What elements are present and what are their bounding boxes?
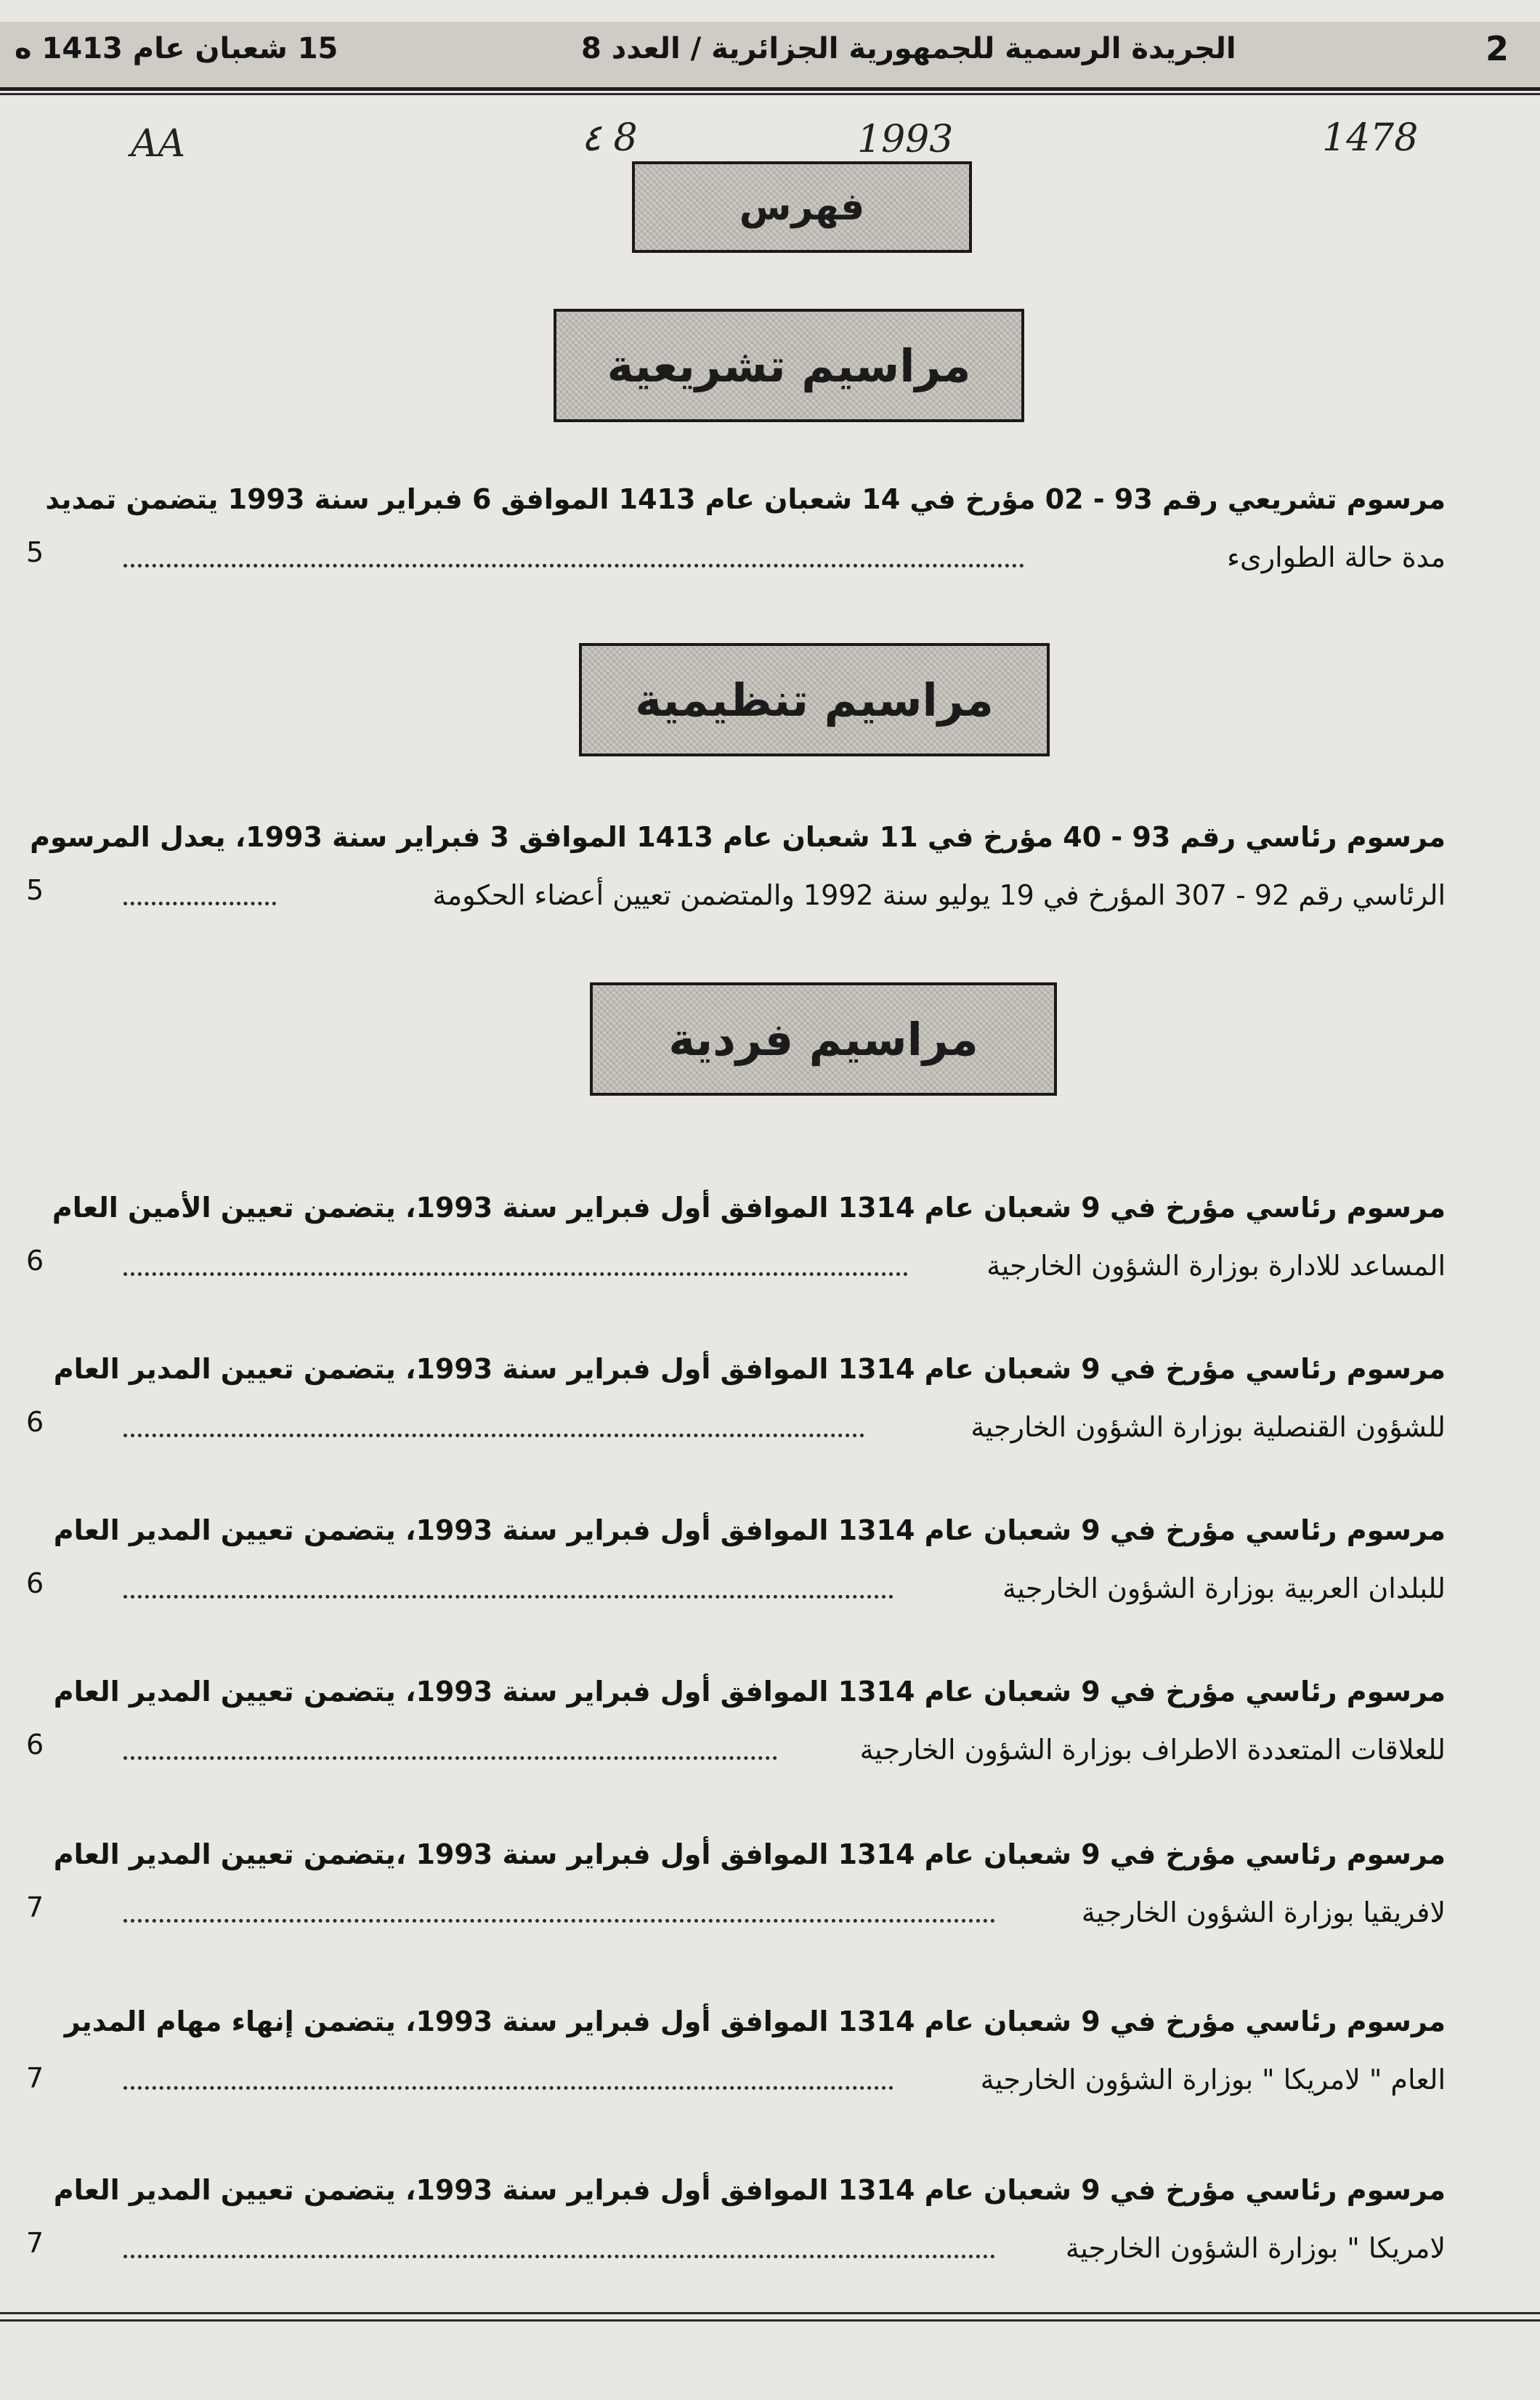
header-date: 15 شعبان عام 1413 ه: [15, 32, 339, 65]
handwritten-note-a: AA: [131, 122, 186, 166]
page-header: [0, 22, 1540, 91]
dot-leader: [123, 2255, 995, 2258]
dot-leader: [123, 2086, 893, 2090]
dot-leader: [123, 1756, 777, 1760]
entry-title-line: مرسوم رئاسي رقم 93 - 40 مؤرخ في 11 شعبان عام 1413 الموافق 3 فبراير سنة 1993، يعدل المرسوم: [30, 821, 1446, 853]
footer-rule-top: [0, 2312, 1540, 2314]
entry-page-number: 5: [26, 874, 44, 906]
dot-leader: [123, 1434, 864, 1437]
entry-title-continuation: مدة حالة الطوارىء: [1227, 541, 1446, 573]
entry-title-line: مرسوم رئاسي مؤرخ في 9 شعبان عام 1314 الموافق أول فبراير سنة 1993، يتضمن تعيين المدير العام: [53, 1353, 1446, 1385]
entry-title-continuation: الرئاسي رقم 92 - 307 المؤرخ في 19 يوليو سنة 1992 والمتضمن تعيين أعضاء الحكومة: [432, 879, 1446, 911]
entry-title-continuation: للشؤون القنصلية بوزارة الشؤون الخارجية: [970, 1411, 1446, 1443]
entry-page-number: 6: [26, 1567, 44, 1599]
entry-page-number: 6: [26, 1245, 44, 1277]
header-page-number: 2: [1486, 29, 1509, 68]
entry-title-line: مرسوم تشريعي رقم 93 - 02 مؤرخ في 14 شعبان عام 1413 الموافق 6 فبراير سنة 1993 يتضمن تمديد: [45, 483, 1446, 515]
entry-title-continuation: للعلاقات المتعددة الاطراف بوزارة الشؤون الخارجية: [859, 1734, 1446, 1766]
entry-title-line: مرسوم رئاسي مؤرخ في 9 شعبان عام 1314 الموافق أول فبراير سنة 1993، يتضمن تعيين الأمين العام: [52, 1192, 1446, 1224]
entry-title-continuation: لافريقيا بوزارة الشؤون الخارجية: [1081, 1896, 1446, 1928]
dot-leader: [123, 1595, 893, 1599]
header-divider: [0, 93, 1540, 95]
section-title-individual-decrees: مراسيم فردية: [590, 982, 1057, 1096]
entry-title-line: مرسوم رئاسي مؤرخ في 9 شعبان عام 1314 الموافق أول فبراير سنة 1993، يتضمن تعيين المدير العام: [53, 1514, 1446, 1546]
dot-leader: [123, 902, 276, 905]
handwritten-note-b: ٤ 8: [581, 116, 638, 160]
entry-title-continuation: لامريكا " بوزارة الشؤون الخارجية: [1065, 2232, 1446, 2264]
header-journal-title: الجريدة الرسمية للجمهورية الجزائرية / العدد 8: [581, 32, 1236, 65]
section-title-legislative-decrees: مراسيم تشريعية: [554, 309, 1024, 422]
entry-title-line: مرسوم رئاسي مؤرخ في 9 شعبان عام 1314 الموافق أول فبراير سنة 1993، يتضمن تعيين المدير العام: [53, 1676, 1446, 1708]
handwritten-note-d: 1478: [1322, 116, 1419, 160]
entry-title-continuation: للبلدان العربية بوزارة الشؤون الخارجية: [1002, 1572, 1446, 1604]
entry-title-line: مرسوم رئاسي مؤرخ في 9 شعبان عام 1314 الموافق أول فبراير سنة 1993، يتضمن تعيين المدير العام: [53, 2174, 1446, 2206]
dot-leader: [123, 1272, 908, 1276]
section-title-regulatory-decrees: مراسيم تنظيمية: [579, 643, 1050, 756]
entry-page-number: 7: [26, 2227, 44, 2259]
entry-title-line: مرسوم رئاسي مؤرخ في 9 شعبان عام 1314 الموافق أول فبراير سنة 1993، يتضمن إنهاء مهام المدير: [64, 2005, 1446, 2037]
section-title-index: فهرس: [632, 161, 972, 253]
entry-title-line: مرسوم رئاسي مؤرخ في 9 شعبان عام 1314 الموافق أول فبراير سنة 1993 ،يتضمن تعيين المدير العام: [53, 1838, 1446, 1870]
entry-page-number: 6: [26, 1406, 44, 1438]
entry-page-number: 7: [26, 1891, 44, 1923]
handwritten-note-c: 1993: [857, 118, 954, 161]
dot-leader: [123, 564, 1024, 567]
entry-title-continuation: العام " لامريكا " بوزارة الشؤون الخارجية: [980, 2064, 1446, 2096]
entry-page-number: 5: [26, 536, 44, 568]
footer-rule-bottom: [0, 2319, 1540, 2322]
entry-title-continuation: المساعد للادارة بوزارة الشؤون الخارجية: [986, 1250, 1446, 1282]
dot-leader: [123, 1919, 995, 1923]
entry-page-number: 7: [26, 2062, 44, 2094]
entry-page-number: 6: [26, 1729, 44, 1761]
